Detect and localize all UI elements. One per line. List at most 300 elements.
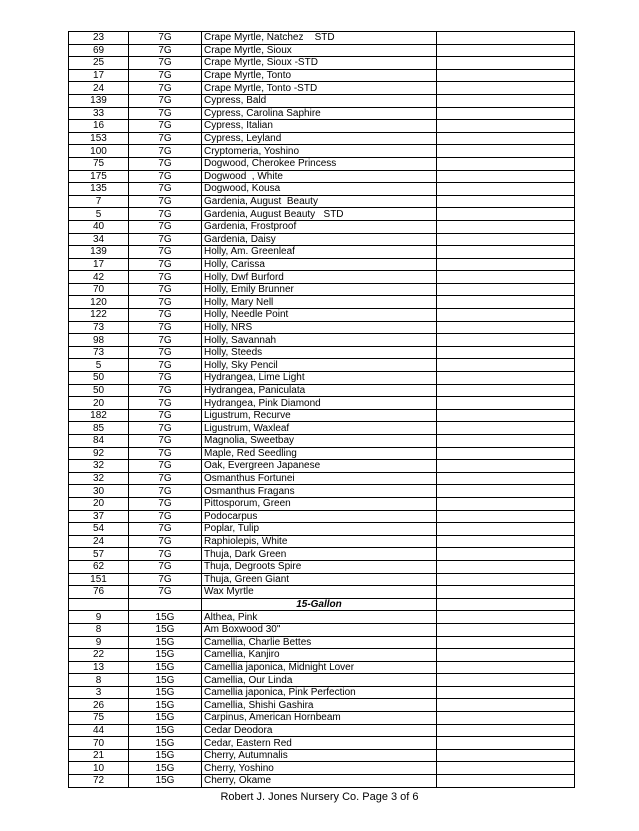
- empty-cell: [437, 183, 575, 196]
- empty-cell: [437, 321, 575, 334]
- empty-cell: [437, 132, 575, 145]
- container-size-cell: 7G: [129, 409, 202, 422]
- plant-name-cell: Camellia, Our Linda: [202, 674, 437, 687]
- table-row: [69, 422, 575, 435]
- container-size-cell: 15G: [129, 775, 202, 788]
- table-row: [69, 548, 575, 561]
- table-row: [69, 157, 575, 170]
- container-size-cell: 7G: [129, 447, 202, 460]
- container-size-cell: 15G: [129, 661, 202, 674]
- container-size-cell: 7G: [129, 233, 202, 246]
- quantity-cell: 5: [69, 208, 129, 221]
- empty-cell: [437, 724, 575, 737]
- table-row: [69, 246, 575, 259]
- empty-cell: [437, 560, 575, 573]
- empty-cell: [437, 447, 575, 460]
- container-size-cell: 15G: [129, 712, 202, 725]
- container-size-cell: 7G: [129, 510, 202, 523]
- quantity-cell: 120: [69, 296, 129, 309]
- empty-cell: [437, 107, 575, 120]
- quantity-cell: 7: [69, 195, 129, 208]
- table-row: [69, 170, 575, 183]
- plant-name-cell: Holly, Am. Greenleaf: [202, 246, 437, 259]
- quantity-cell: 54: [69, 523, 129, 536]
- table-row: [69, 107, 575, 120]
- plant-name-cell: Cryptomeria, Yoshino: [202, 145, 437, 158]
- plant-name-cell: Hydrangea, Lime Light: [202, 372, 437, 385]
- quantity-cell: 32: [69, 460, 129, 473]
- quantity-cell: 17: [69, 69, 129, 82]
- empty-cell: [437, 535, 575, 548]
- plant-name-cell: Gardenia, August Beauty STD: [202, 208, 437, 221]
- quantity-cell: 10: [69, 762, 129, 775]
- plant-name-cell: Cypress, Carolina Saphire: [202, 107, 437, 120]
- empty-cell: [437, 120, 575, 133]
- quantity-cell: 100: [69, 145, 129, 158]
- empty-cell: [437, 699, 575, 712]
- plant-name-cell: Crape Myrtle, Sioux -STD: [202, 57, 437, 70]
- empty-cell: [437, 233, 575, 246]
- empty-cell: [437, 598, 575, 611]
- container-size-cell: 7G: [129, 296, 202, 309]
- quantity-cell: 8: [69, 623, 129, 636]
- empty-cell: [437, 220, 575, 233]
- container-size-cell: 7G: [129, 321, 202, 334]
- quantity-cell: 69: [69, 44, 129, 57]
- container-size-cell: 7G: [129, 157, 202, 170]
- plant-name-cell: Maple, Red Seedling: [202, 447, 437, 460]
- container-size-cell: 7G: [129, 497, 202, 510]
- container-size-cell: 15G: [129, 724, 202, 737]
- container-size-cell: 7G: [129, 372, 202, 385]
- plant-name-cell: Hydrangea, Paniculata: [202, 384, 437, 397]
- quantity-cell: 24: [69, 535, 129, 548]
- table-row: [69, 636, 575, 649]
- plant-name-cell: Dogwood , White: [202, 170, 437, 183]
- table-row: [69, 359, 575, 372]
- empty-cell: [437, 145, 575, 158]
- quantity-cell: 98: [69, 334, 129, 347]
- empty-cell: [437, 472, 575, 485]
- quantity-cell: 70: [69, 737, 129, 750]
- table-row: [69, 560, 575, 573]
- empty-cell: [437, 258, 575, 271]
- empty-cell: [437, 523, 575, 536]
- quantity-cell: 16: [69, 120, 129, 133]
- empty-cell: [437, 57, 575, 70]
- plant-name-cell: Thuja, Green Giant: [202, 573, 437, 586]
- empty-cell: [437, 510, 575, 523]
- table-row: [69, 435, 575, 448]
- quantity-cell: 75: [69, 712, 129, 725]
- page-footer: Robert J. Jones Nursery Co. Page 3 of 6: [220, 791, 419, 803]
- table-row: [69, 57, 575, 70]
- table-row: [69, 233, 575, 246]
- table-row: [69, 69, 575, 82]
- container-size-cell: 7G: [129, 44, 202, 57]
- plant-name-cell: Gardenia, Daisy: [202, 233, 437, 246]
- plant-name-cell: Holly, Sky Pencil: [202, 359, 437, 372]
- container-size-cell: 15G: [129, 623, 202, 636]
- container-size-cell: 7G: [129, 120, 202, 133]
- empty-cell: [437, 712, 575, 725]
- table-row: [69, 447, 575, 460]
- container-size-cell: 15G: [129, 686, 202, 699]
- empty-cell: [437, 372, 575, 385]
- container-size-cell: 7G: [129, 283, 202, 296]
- table-row: [69, 623, 575, 636]
- container-size-cell: 7G: [129, 32, 202, 45]
- quantity-cell: 22: [69, 649, 129, 662]
- container-size-cell: 15G: [129, 737, 202, 750]
- plant-name-cell: Cypress, Italian: [202, 120, 437, 133]
- table-row: [69, 334, 575, 347]
- plant-name-cell: Holly, Mary Nell: [202, 296, 437, 309]
- quantity-cell: 153: [69, 132, 129, 145]
- quantity-cell: 3: [69, 686, 129, 699]
- plant-name-cell: Wax Myrtle: [202, 586, 437, 599]
- table-row: [69, 737, 575, 750]
- container-size-cell: 7G: [129, 586, 202, 599]
- quantity-cell: [69, 598, 129, 611]
- empty-cell: [437, 195, 575, 208]
- empty-cell: [437, 246, 575, 259]
- quantity-cell: 75: [69, 157, 129, 170]
- plant-name-cell: Oak, Evergreen Japanese: [202, 460, 437, 473]
- plant-name-cell: Ligustrum, Waxleaf: [202, 422, 437, 435]
- quantity-cell: 72: [69, 775, 129, 788]
- plant-name-cell: Carpinus, American Hornbeam: [202, 712, 437, 725]
- container-size-cell: 7G: [129, 107, 202, 120]
- quantity-cell: 57: [69, 548, 129, 561]
- container-size-cell: 7G: [129, 472, 202, 485]
- quantity-cell: 20: [69, 397, 129, 410]
- table-row: [69, 309, 575, 322]
- empty-cell: [437, 397, 575, 410]
- table-row: [69, 132, 575, 145]
- container-size-cell: 7G: [129, 573, 202, 586]
- container-size-cell: 7G: [129, 132, 202, 145]
- quantity-cell: 73: [69, 346, 129, 359]
- table-row: [69, 145, 575, 158]
- empty-cell: [437, 208, 575, 221]
- plant-name-cell: Podocarpus: [202, 510, 437, 523]
- quantity-cell: 26: [69, 699, 129, 712]
- container-size-cell: 7G: [129, 523, 202, 536]
- container-size-cell: 7G: [129, 208, 202, 221]
- plant-name-cell: Thuja, Degroots Spire: [202, 560, 437, 573]
- empty-cell: [437, 686, 575, 699]
- container-size-cell: 7G: [129, 220, 202, 233]
- table-row: [69, 649, 575, 662]
- empty-cell: [437, 661, 575, 674]
- table-row: [69, 523, 575, 536]
- container-size-cell: 7G: [129, 435, 202, 448]
- table-row: [69, 724, 575, 737]
- plant-name-cell: Holly, Dwf Burford: [202, 271, 437, 284]
- quantity-cell: 50: [69, 372, 129, 385]
- quantity-cell: 85: [69, 422, 129, 435]
- quantity-cell: 17: [69, 258, 129, 271]
- container-size-cell: 7G: [129, 69, 202, 82]
- quantity-cell: 30: [69, 485, 129, 498]
- empty-cell: [437, 762, 575, 775]
- table-row: [69, 485, 575, 498]
- empty-cell: [437, 611, 575, 624]
- table-row: [69, 384, 575, 397]
- table-row: [69, 208, 575, 221]
- table-row: [69, 460, 575, 473]
- table-row: [69, 472, 575, 485]
- plant-name-cell: Ligustrum, Recurve: [202, 409, 437, 422]
- quantity-cell: 24: [69, 82, 129, 95]
- plant-name-cell: Dogwood, Cherokee Princess: [202, 157, 437, 170]
- table-row: [69, 749, 575, 762]
- plant-name-cell: Osmanthus Fragans: [202, 485, 437, 498]
- plant-name-cell: Crape Myrtle, Tonto -STD: [202, 82, 437, 95]
- plant-name-cell: Holly, Carissa: [202, 258, 437, 271]
- plant-name-cell: Thuja, Dark Green: [202, 548, 437, 561]
- quantity-cell: 182: [69, 409, 129, 422]
- empty-cell: [437, 32, 575, 45]
- container-size-cell: 7G: [129, 145, 202, 158]
- plant-name-cell: Holly, NRS: [202, 321, 437, 334]
- table-row: [69, 120, 575, 133]
- container-size-cell: 7G: [129, 309, 202, 322]
- table-row: [69, 775, 575, 788]
- quantity-cell: 42: [69, 271, 129, 284]
- quantity-cell: 62: [69, 560, 129, 573]
- empty-cell: [437, 157, 575, 170]
- container-size-cell: 7G: [129, 258, 202, 271]
- container-size-cell: 7G: [129, 460, 202, 473]
- section-title: 15-Gallon: [202, 598, 437, 611]
- container-size-cell: 15G: [129, 611, 202, 624]
- plant-name-cell: Raphiolepis, White: [202, 535, 437, 548]
- table-row: [69, 283, 575, 296]
- plant-name-cell: Poplar, Tulip: [202, 523, 437, 536]
- empty-cell: [437, 749, 575, 762]
- plant-name-cell: Pittosporum, Green: [202, 497, 437, 510]
- quantity-cell: 33: [69, 107, 129, 120]
- container-size-cell: 7G: [129, 359, 202, 372]
- plant-name-cell: Holly, Steeds: [202, 346, 437, 359]
- quantity-cell: 13: [69, 661, 129, 674]
- quantity-cell: 21: [69, 749, 129, 762]
- empty-cell: [437, 170, 575, 183]
- quantity-cell: 122: [69, 309, 129, 322]
- plant-name-cell: Holly, Needle Point: [202, 309, 437, 322]
- table-row: [69, 397, 575, 410]
- table-row: [69, 497, 575, 510]
- table-row: [69, 183, 575, 196]
- plant-name-cell: Holly, Savannah: [202, 334, 437, 347]
- empty-cell: [437, 346, 575, 359]
- table-row: [69, 372, 575, 385]
- plant-name-cell: Camellia, Charlie Bettes: [202, 636, 437, 649]
- empty-cell: [437, 586, 575, 599]
- table-row: [69, 712, 575, 725]
- container-size-cell: 15G: [129, 674, 202, 687]
- container-size-cell: 15G: [129, 749, 202, 762]
- quantity-cell: 8: [69, 674, 129, 687]
- container-size-cell: 7G: [129, 170, 202, 183]
- quantity-cell: 23: [69, 32, 129, 45]
- empty-cell: [437, 435, 575, 448]
- table-row: [69, 220, 575, 233]
- plant-name-cell: Crape Myrtle, Natchez STD: [202, 32, 437, 45]
- table-row: [69, 573, 575, 586]
- quantity-cell: 44: [69, 724, 129, 737]
- table-row: [69, 535, 575, 548]
- plant-name-cell: Gardenia, Frostproof: [202, 220, 437, 233]
- section-header-row: [69, 598, 575, 611]
- plant-name-cell: Crape Myrtle, Sioux: [202, 44, 437, 57]
- table-row: [69, 346, 575, 359]
- quantity-cell: 76: [69, 586, 129, 599]
- empty-cell: [437, 573, 575, 586]
- plant-name-cell: Cherry, Autumnalis: [202, 749, 437, 762]
- empty-cell: [437, 497, 575, 510]
- container-size-cell: 7G: [129, 82, 202, 95]
- empty-cell: [437, 334, 575, 347]
- empty-cell: [437, 309, 575, 322]
- table-row: [69, 686, 575, 699]
- quantity-cell: 139: [69, 94, 129, 107]
- quantity-cell: 20: [69, 497, 129, 510]
- empty-cell: [437, 422, 575, 435]
- empty-cell: [437, 296, 575, 309]
- empty-cell: [437, 283, 575, 296]
- container-size-cell: 7G: [129, 397, 202, 410]
- table-row: [69, 32, 575, 45]
- container-size-cell: 7G: [129, 535, 202, 548]
- table-row: [69, 271, 575, 284]
- empty-cell: [437, 623, 575, 636]
- quantity-cell: 151: [69, 573, 129, 586]
- container-size-cell: [129, 598, 202, 611]
- empty-cell: [437, 409, 575, 422]
- quantity-cell: 5: [69, 359, 129, 372]
- plant-name-cell: Holly, Emily Brunner: [202, 283, 437, 296]
- empty-cell: [437, 775, 575, 788]
- quantity-cell: 175: [69, 170, 129, 183]
- container-size-cell: 7G: [129, 94, 202, 107]
- empty-cell: [437, 271, 575, 284]
- plant-name-cell: Cedar Deodora: [202, 724, 437, 737]
- table-row: [69, 762, 575, 775]
- table-row: [69, 586, 575, 599]
- empty-cell: [437, 460, 575, 473]
- plant-name-cell: Cherry, Yoshino: [202, 762, 437, 775]
- table-row: [69, 195, 575, 208]
- quantity-cell: 135: [69, 183, 129, 196]
- quantity-cell: 9: [69, 636, 129, 649]
- empty-cell: [437, 636, 575, 649]
- table-row: [69, 674, 575, 687]
- empty-cell: [437, 384, 575, 397]
- container-size-cell: 15G: [129, 636, 202, 649]
- container-size-cell: 7G: [129, 346, 202, 359]
- plant-name-cell: Althea, Pink: [202, 611, 437, 624]
- quantity-cell: 50: [69, 384, 129, 397]
- plant-name-cell: Camellia, Kanjiro: [202, 649, 437, 662]
- quantity-cell: 40: [69, 220, 129, 233]
- quantity-cell: 92: [69, 447, 129, 460]
- plant-name-cell: Osmanthus Fortunei: [202, 472, 437, 485]
- plant-name-cell: Cypress, Bald: [202, 94, 437, 107]
- table-row: [69, 510, 575, 523]
- empty-cell: [437, 674, 575, 687]
- plant-name-cell: Camellia japonica, Pink Perfection: [202, 686, 437, 699]
- container-size-cell: 15G: [129, 762, 202, 775]
- plant-name-cell: Am Boxwood 30": [202, 623, 437, 636]
- quantity-cell: 139: [69, 246, 129, 259]
- inventory-table: [68, 31, 575, 788]
- plant-name-cell: Cypress, Leyland: [202, 132, 437, 145]
- table-row: [69, 699, 575, 712]
- container-size-cell: 7G: [129, 560, 202, 573]
- container-size-cell: 7G: [129, 271, 202, 284]
- table-row: [69, 258, 575, 271]
- plant-name-cell: Gardenia, August Beauty: [202, 195, 437, 208]
- empty-cell: [437, 485, 575, 498]
- empty-cell: [437, 548, 575, 561]
- table-row: [69, 661, 575, 674]
- plant-name-cell: Cherry, Okame: [202, 775, 437, 788]
- table-row: [69, 94, 575, 107]
- plant-name-cell: Magnolia, Sweetbay: [202, 435, 437, 448]
- container-size-cell: 7G: [129, 195, 202, 208]
- empty-cell: [437, 94, 575, 107]
- quantity-cell: 25: [69, 57, 129, 70]
- plant-name-cell: Camellia, Shishi Gashira: [202, 699, 437, 712]
- empty-cell: [437, 359, 575, 372]
- table-row: [69, 296, 575, 309]
- plant-name-cell: Crape Myrtle, Tonto: [202, 69, 437, 82]
- container-size-cell: 7G: [129, 57, 202, 70]
- quantity-cell: 84: [69, 435, 129, 448]
- plant-name-cell: Cedar, Eastern Red: [202, 737, 437, 750]
- container-size-cell: 7G: [129, 183, 202, 196]
- table-row: [69, 321, 575, 334]
- quantity-cell: 32: [69, 472, 129, 485]
- plant-name-cell: Camellia japonica, Midnight Lover: [202, 661, 437, 674]
- table-row: [69, 611, 575, 624]
- plant-name-cell: Dogwood, Kousa: [202, 183, 437, 196]
- container-size-cell: 7G: [129, 422, 202, 435]
- quantity-cell: 37: [69, 510, 129, 523]
- container-size-cell: 7G: [129, 246, 202, 259]
- container-size-cell: 7G: [129, 548, 202, 561]
- empty-cell: [437, 649, 575, 662]
- quantity-cell: 9: [69, 611, 129, 624]
- container-size-cell: 7G: [129, 384, 202, 397]
- empty-cell: [437, 69, 575, 82]
- empty-cell: [437, 82, 575, 95]
- quantity-cell: 70: [69, 283, 129, 296]
- table-row: [69, 409, 575, 422]
- container-size-cell: 15G: [129, 699, 202, 712]
- table-row: [69, 82, 575, 95]
- container-size-cell: 15G: [129, 649, 202, 662]
- empty-cell: [437, 44, 575, 57]
- quantity-cell: 73: [69, 321, 129, 334]
- inventory-table-body: [69, 32, 575, 788]
- plant-name-cell: Hydrangea, Pink Diamond: [202, 397, 437, 410]
- table-row: [69, 44, 575, 57]
- quantity-cell: 34: [69, 233, 129, 246]
